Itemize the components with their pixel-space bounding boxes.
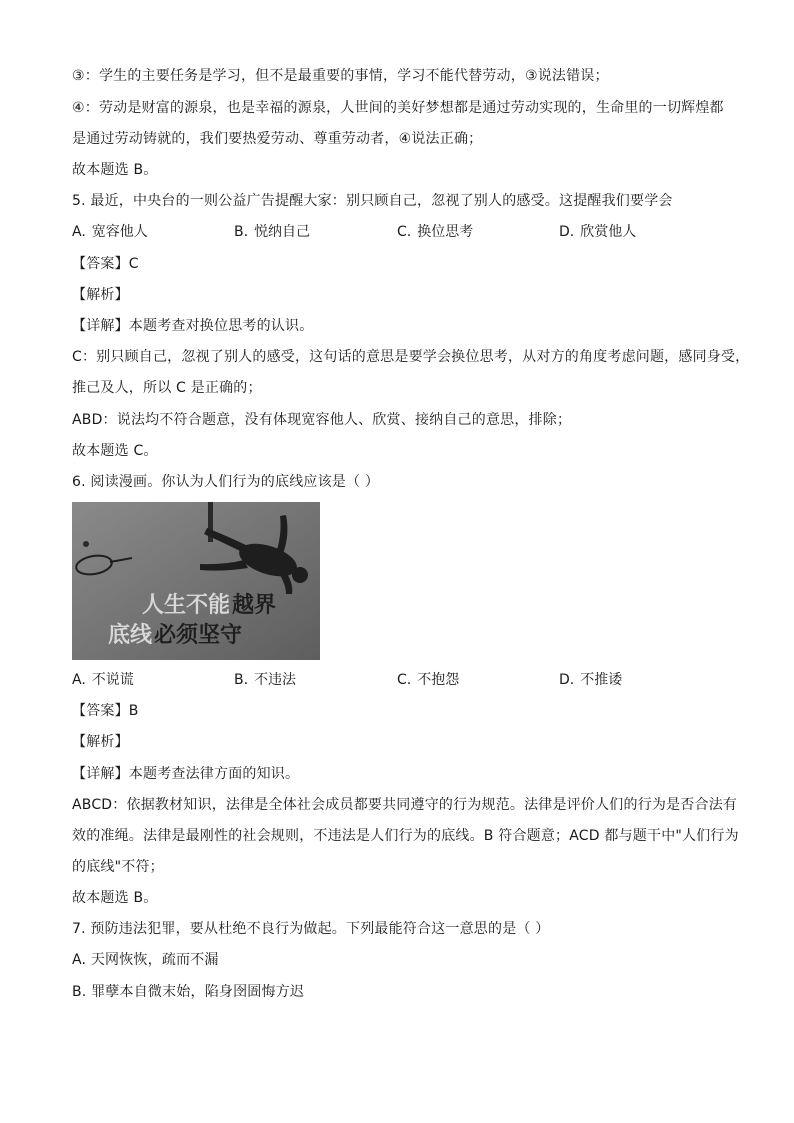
detail-line: 【详解】本题考查对换位思考的认识。 bbox=[72, 318, 314, 334]
text-line: ③：学生的主要任务是学习，但不是最重要的事情，学习不能代替劳动，③说法错误； bbox=[72, 68, 609, 84]
slogan-line-1-emphasis: 越界 bbox=[232, 593, 277, 618]
question-7-stem: 7. 预防违法犯罪，要从杜绝不良行为做起。下列最能符合这一意思的是（ ） bbox=[72, 921, 550, 937]
detail-line: 【详解】本题考查法律方面的知识。 bbox=[72, 766, 300, 782]
option-d: D. 不推诿 bbox=[559, 672, 623, 688]
ball-icon bbox=[83, 541, 89, 547]
text-line: 故本题选 B。 bbox=[72, 162, 158, 178]
explanation-line: C：别只顾自己，忽视了别人的感受，这句话的意思是要学会换位思考，从对方的角度考虑问题，感同身受， bbox=[72, 349, 750, 365]
question-6-options bbox=[72, 670, 732, 690]
conclusion-line: 故本题选 C。 bbox=[72, 443, 158, 459]
explanation-line: ABD：说法均不符合题意，没有体现宽容他人、欣赏、接纳自己的意思，排除； bbox=[72, 412, 572, 428]
question-5-stem: 5. 最近，中央台的一则公益广告提醒大家：别只顾自己，忽视了别人的感受。这提醒我们要学会 bbox=[72, 193, 673, 209]
explanation-line: ABCD：依据教材知识，法律是全体社会成员都要共同遵守的行为规范。法律是评价人们的行为是否合法有 bbox=[72, 797, 738, 813]
option-c: C. 换位思考 bbox=[397, 224, 474, 240]
option-a: A. 不说谎 bbox=[72, 672, 134, 688]
question-6-stem: 6. 阅读漫画。你认为人们行为的底线应该是（ ） bbox=[72, 474, 380, 490]
question-5-options bbox=[72, 222, 732, 242]
option-b: B. 不违法 bbox=[234, 672, 297, 688]
answer-label: 【答案】B bbox=[72, 703, 139, 719]
text-line: ④：劳动是财富的源泉，也是幸福的源泉，人世间的美好梦想都是通过劳动实现的，生命里的一切辉煌都 bbox=[72, 100, 724, 116]
answer-label: 【答案】C bbox=[72, 256, 139, 272]
slogan-line-2-emphasis: 必须坚守 bbox=[154, 623, 243, 648]
cartoon-illustration bbox=[72, 502, 320, 660]
option-b: B. 悦纳自己 bbox=[234, 224, 311, 240]
explanation-line: 效的准绳。法律是最刚性的社会规则，不违法是人们行为的底线。B 符合题意；ACD 都与题干中"人们行为 bbox=[72, 828, 739, 844]
option-a: A. 天网恢恢，疏而不漏 bbox=[72, 952, 219, 968]
option-a: A. 宽容他人 bbox=[72, 224, 148, 240]
explanation-line: 推己及人，所以 C 是正确的； bbox=[72, 380, 262, 396]
option-d: D. 欣赏他人 bbox=[559, 224, 637, 240]
conclusion-line: 故本题选 B。 bbox=[72, 890, 158, 906]
slogan-line-2: 底线 bbox=[108, 623, 153, 648]
slogan-line-1: 人生不能 bbox=[142, 593, 231, 618]
analysis-label: 【解析】 bbox=[72, 734, 129, 750]
text-line: 是通过劳动铸就的，我们要热爱劳动、尊重劳动者，④说法正确； bbox=[72, 131, 483, 147]
analysis-label: 【解析】 bbox=[72, 287, 129, 303]
option-c: C. 不抱怨 bbox=[397, 672, 460, 688]
option-b: B. 罪孽本自微末始，陷身囹圄悔方迟 bbox=[72, 984, 305, 1000]
explanation-line: 的底线"不符； bbox=[72, 859, 164, 875]
cartoon-image bbox=[72, 502, 320, 660]
